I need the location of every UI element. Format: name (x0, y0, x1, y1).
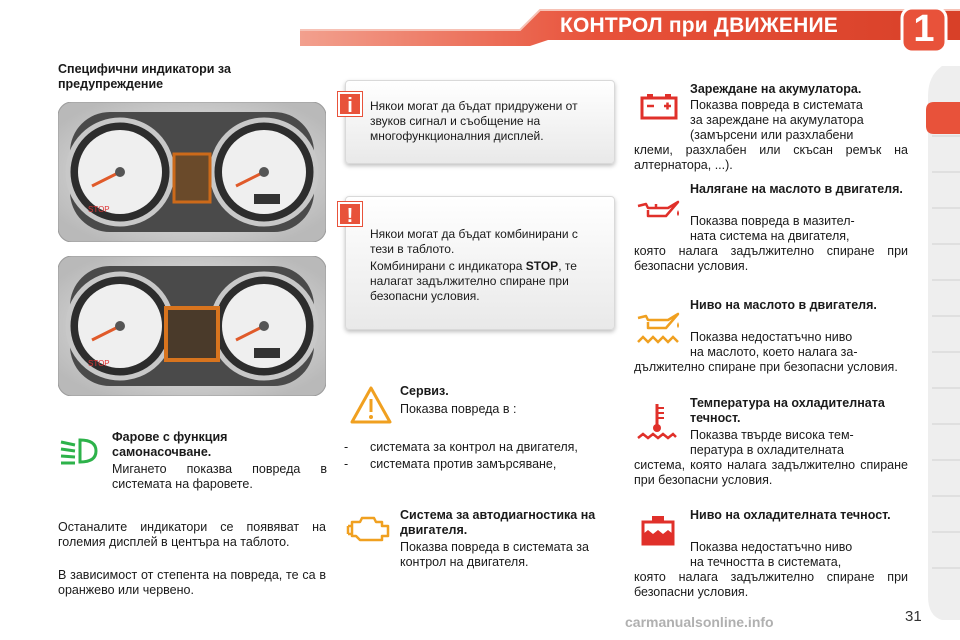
stop-word: STOP (525, 259, 559, 273)
service-bullet-1: - (344, 440, 349, 454)
oil-level-icon (636, 310, 682, 350)
coolant-temp-text-3: система, която налага задължително спиране при безопасни условия. (634, 458, 908, 487)
engine-diag-text: Показва повреда в системата за контрол на двигателя. (400, 540, 589, 569)
instrument-panel-display-image (58, 256, 326, 396)
page-number: 31 (905, 608, 922, 625)
oil-level-text-2: на маслото, което налага за- (690, 345, 858, 359)
instrument-panel-image (58, 102, 326, 242)
battery-icon (640, 92, 678, 120)
oil-level-text-3: дължително спиране при безопасни условия. (634, 360, 898, 374)
service-warning-icon (350, 386, 392, 424)
oil-level-title: Ниво на маслото в двигателя. (690, 298, 877, 312)
info-note (345, 80, 615, 164)
warning-note-stop-prefix: Комбинирани с индикатора (370, 259, 523, 273)
info-note-text: Някои могат да бъдат придружени от звуков сигнал и съобщение на многофункционалния дисплей. (370, 99, 578, 143)
headlights-title: Фарове с функция самонасочване. (112, 430, 228, 459)
battery-title: Зареждане на акумулатора. (690, 82, 862, 96)
engine-diag-title: Система за автодиагностика на двигателя. (400, 508, 596, 537)
active-chapter-tab[interactable] (924, 100, 960, 136)
warning-icon: ! (338, 202, 362, 226)
warning-note-stop-suffix: , те налагат задължително спиране при безопасни условия. (370, 259, 577, 303)
severity-text: В зависимост от степента на повреда, те са в оранжево или червено. (58, 568, 326, 597)
watermark: carmanualsonline.info (625, 614, 774, 630)
service-item-2: системата против замърсяване, (370, 457, 557, 471)
coolant-level-text-3: която налага задължително спиране при безопасни условия. (634, 570, 908, 599)
page-title: КОНТРОЛ при ДВИЖЕНИЕ (560, 14, 838, 37)
service-bullet-2: - (344, 457, 349, 471)
coolant-level-icon (640, 514, 676, 546)
chapter-tabs[interactable] (928, 66, 960, 620)
coolant-level-text-2: на течността в системата, (690, 555, 842, 569)
battery-text-3: (замърсени или разхлабени (690, 128, 854, 142)
headlights-text: Мигането показва повреда в системата на фаровете. (112, 462, 327, 491)
oil-pressure-text-1: Показва повреда в мазител- (690, 214, 855, 228)
coolant-level-title: Ниво на охладителната течност. (690, 508, 891, 522)
coolant-level-text-1: Показва недостатъчно ниво (690, 540, 853, 554)
coolant-temp-title: Температура на охладителната течност. (690, 396, 885, 425)
chapter-number: 1 (913, 8, 935, 50)
coolant-temperature-icon (636, 402, 678, 442)
coolant-temp-text-2: пература в охладителната (690, 443, 844, 457)
oil-level-text-1: Показва недостатъчно ниво (690, 330, 853, 344)
oil-pressure-text-3: която налага задължително спиране при безопасни условия. (634, 244, 908, 273)
headlight-icon (58, 436, 100, 466)
service-text: Показва повреда в : (400, 402, 517, 416)
service-item-1: системата за контрол на двигателя, (370, 440, 578, 454)
battery-text-2: за зареждане на акумулатора (690, 113, 864, 127)
oil-pressure-title: Налягане на маслото в двигателя. (690, 182, 903, 196)
info-icon: i (338, 92, 362, 116)
section-heading: Специфични индикатори за предупреждение (58, 62, 231, 91)
battery-text-1: Показва повреда в системата (690, 98, 863, 112)
oil-pressure-text-2: ната система на двигателя, (690, 229, 850, 243)
warning-note-text: Някои могат да бъдат комбинирани с тези в таблото. (370, 227, 578, 256)
service-title: Сервиз. (400, 384, 449, 398)
battery-text-4: клеми, разхлабен или скъсан ремък на алтернатора, ...). (634, 143, 908, 172)
other-indicators-text: Останалите индикатори се появяват на големия дисплей в центъра на таблото. (58, 520, 326, 549)
warning-note-stop-text (370, 259, 602, 304)
svg-text:STOP: STOP (88, 205, 110, 214)
coolant-temp-text-1: Показва твърде висока тем- (690, 428, 854, 442)
svg-text:STOP: STOP (88, 359, 110, 368)
warning-note (345, 196, 615, 330)
oil-pressure-icon (636, 198, 682, 220)
engine-icon (346, 514, 392, 544)
